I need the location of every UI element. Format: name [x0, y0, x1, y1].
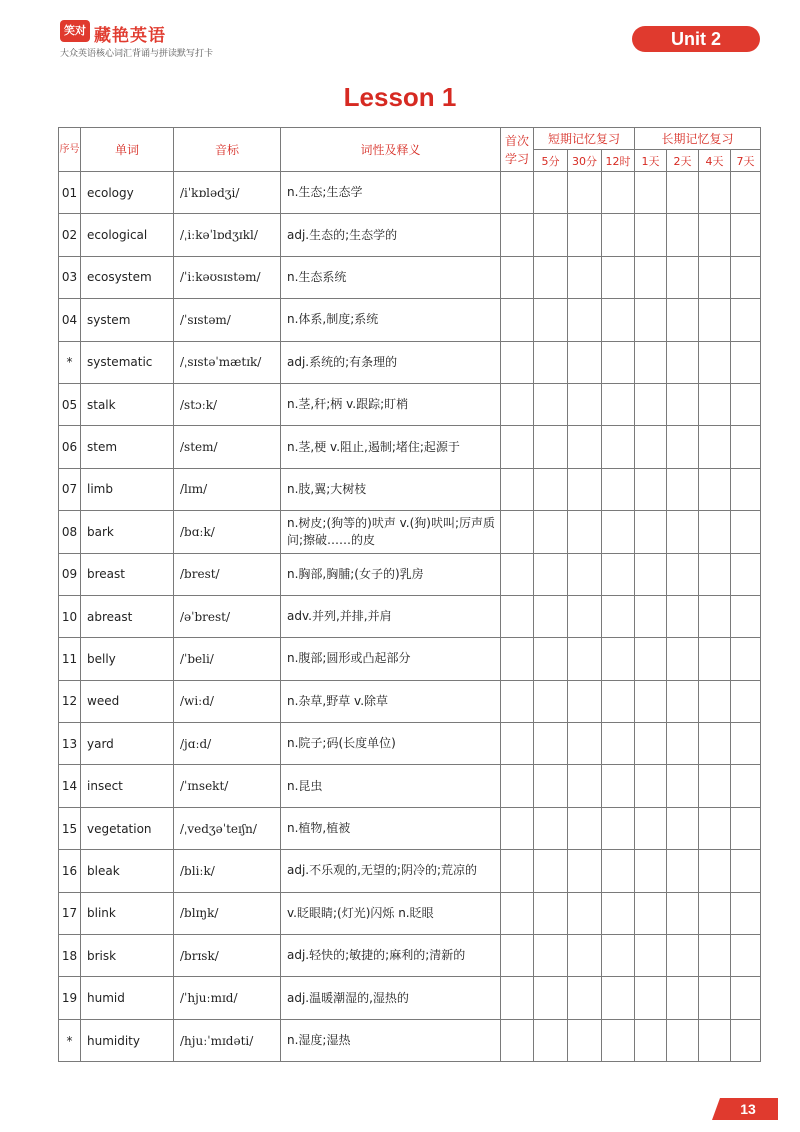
- row-phonetic: /iˈkɒlədʒi/: [174, 172, 281, 214]
- row-definition: adj.不乐观的,无望的;阴冷的;荒凉的: [281, 850, 501, 892]
- review-checkbox-cell[interactable]: [731, 892, 761, 934]
- row-number: 15: [59, 807, 81, 849]
- review-checkbox-cell[interactable]: [534, 765, 568, 807]
- review-checkbox-cell[interactable]: [602, 1019, 635, 1061]
- review-checkbox-cell[interactable]: [568, 511, 602, 553]
- review-checkbox-cell[interactable]: [534, 214, 568, 256]
- row-word: stalk: [81, 383, 174, 425]
- review-checkbox-cell[interactable]: [602, 723, 635, 765]
- review-checkbox-cell[interactable]: [501, 1019, 534, 1061]
- row-word: humid: [81, 977, 174, 1019]
- review-checkbox-cell[interactable]: [635, 850, 667, 892]
- review-checkbox-cell[interactable]: [501, 383, 534, 425]
- review-checkbox-cell[interactable]: [635, 595, 667, 637]
- table-row: [59, 892, 761, 934]
- review-checkbox-cell[interactable]: [534, 977, 568, 1019]
- table-row: [59, 511, 761, 553]
- review-checkbox-cell[interactable]: [635, 765, 667, 807]
- row-word: ecology: [81, 172, 174, 214]
- row-number: 10: [59, 595, 81, 637]
- review-checkbox-cell[interactable]: [731, 256, 761, 298]
- header-interval: 1天: [635, 150, 667, 172]
- page-number: 13: [740, 1101, 756, 1117]
- header-definition: 词性及释义: [281, 128, 501, 172]
- review-checkbox-cell[interactable]: [534, 680, 568, 722]
- row-definition: adj.轻快的;敏捷的;麻利的;清新的: [281, 935, 501, 977]
- review-checkbox-cell[interactable]: [602, 256, 635, 298]
- row-definition: adj.温暖潮湿的,湿热的: [281, 977, 501, 1019]
- review-checkbox-cell[interactable]: [568, 680, 602, 722]
- review-checkbox-cell[interactable]: [635, 511, 667, 553]
- review-checkbox-cell[interactable]: [731, 935, 761, 977]
- review-checkbox-cell[interactable]: [635, 892, 667, 934]
- review-checkbox-cell[interactable]: [602, 553, 635, 595]
- review-checkbox-cell[interactable]: [635, 256, 667, 298]
- review-checkbox-cell[interactable]: [501, 892, 534, 934]
- row-number: 16: [59, 850, 81, 892]
- row-word: vegetation: [81, 807, 174, 849]
- row-word: blink: [81, 892, 174, 934]
- table-row: [59, 341, 761, 383]
- review-checkbox-cell[interactable]: [602, 468, 635, 510]
- review-checkbox-cell[interactable]: [534, 468, 568, 510]
- review-checkbox-cell[interactable]: [501, 341, 534, 383]
- table-row: [59, 595, 761, 637]
- review-checkbox-cell[interactable]: [534, 299, 568, 341]
- review-checkbox-cell[interactable]: [501, 638, 534, 680]
- header-long-term: 长期记忆复习: [635, 128, 761, 150]
- review-checkbox-cell[interactable]: [501, 935, 534, 977]
- header-interval: 30分: [568, 150, 602, 172]
- review-checkbox-cell[interactable]: [534, 553, 568, 595]
- header-interval: 5分: [534, 150, 568, 172]
- review-checkbox-cell[interactable]: [731, 595, 761, 637]
- review-checkbox-cell[interactable]: [568, 299, 602, 341]
- review-checkbox-cell[interactable]: [699, 341, 731, 383]
- review-checkbox-cell[interactable]: [602, 299, 635, 341]
- review-checkbox-cell[interactable]: [699, 299, 731, 341]
- row-word: weed: [81, 680, 174, 722]
- review-checkbox-cell[interactable]: [568, 935, 602, 977]
- row-word: bleak: [81, 850, 174, 892]
- review-checkbox-cell[interactable]: [667, 807, 699, 849]
- review-checkbox-cell[interactable]: [534, 256, 568, 298]
- row-definition: n.茎,梗 v.阻止,遏制;堵住;起源于: [281, 426, 501, 468]
- review-checkbox-cell[interactable]: [534, 426, 568, 468]
- review-checkbox-cell[interactable]: [731, 765, 761, 807]
- row-number: 18: [59, 935, 81, 977]
- review-checkbox-cell[interactable]: [534, 935, 568, 977]
- header-short-term: 短期记忆复习: [534, 128, 635, 150]
- header-first-study: 首次学习: [501, 128, 534, 172]
- review-checkbox-cell[interactable]: [667, 553, 699, 595]
- review-checkbox-cell[interactable]: [501, 256, 534, 298]
- review-checkbox-cell[interactable]: [568, 468, 602, 510]
- table-row: [59, 680, 761, 722]
- review-checkbox-cell[interactable]: [699, 1019, 731, 1061]
- table-row: [59, 977, 761, 1019]
- row-word: system: [81, 299, 174, 341]
- review-checkbox-cell[interactable]: [501, 468, 534, 510]
- header-no: 序号: [59, 128, 81, 172]
- row-phonetic: /ˈhjuːmɪd/: [174, 977, 281, 1019]
- row-definition: n.生态系统: [281, 256, 501, 298]
- review-checkbox-cell[interactable]: [667, 723, 699, 765]
- review-checkbox-cell[interactable]: [635, 807, 667, 849]
- row-number: 14: [59, 765, 81, 807]
- review-checkbox-cell[interactable]: [534, 807, 568, 849]
- review-checkbox-cell[interactable]: [534, 341, 568, 383]
- row-phonetic: /wiːd/: [174, 680, 281, 722]
- review-checkbox-cell[interactable]: [667, 426, 699, 468]
- review-checkbox-cell[interactable]: [667, 638, 699, 680]
- review-checkbox-cell[interactable]: [602, 595, 635, 637]
- row-definition: v.眨眼睛;(灯光)闪烁 n.眨眼: [281, 892, 501, 934]
- review-checkbox-cell[interactable]: [635, 341, 667, 383]
- vocabulary-rows: [59, 172, 761, 1062]
- review-checkbox-cell[interactable]: [534, 1019, 568, 1061]
- review-checkbox-cell[interactable]: [667, 680, 699, 722]
- review-checkbox-cell[interactable]: [501, 511, 534, 553]
- table-row: [59, 935, 761, 977]
- review-checkbox-cell[interactable]: [501, 172, 534, 214]
- row-number: 08: [59, 511, 81, 553]
- review-checkbox-cell[interactable]: [699, 977, 731, 1019]
- row-word: stem: [81, 426, 174, 468]
- row-phonetic: /hjuːˈmɪdəti/: [174, 1019, 281, 1061]
- review-checkbox-cell[interactable]: [602, 807, 635, 849]
- row-definition: adj.生态的;生态学的: [281, 214, 501, 256]
- row-number: 04: [59, 299, 81, 341]
- review-checkbox-cell[interactable]: [501, 595, 534, 637]
- review-checkbox-cell[interactable]: [667, 256, 699, 298]
- review-checkbox-cell[interactable]: [534, 850, 568, 892]
- table-row: [59, 807, 761, 849]
- row-phonetic: /brɪsk/: [174, 935, 281, 977]
- review-checkbox-cell[interactable]: [667, 172, 699, 214]
- table-row: [59, 1019, 761, 1061]
- table-row: [59, 214, 761, 256]
- review-checkbox-cell[interactable]: [602, 341, 635, 383]
- review-checkbox-cell[interactable]: [534, 723, 568, 765]
- review-checkbox-cell[interactable]: [667, 935, 699, 977]
- review-checkbox-cell[interactable]: [602, 680, 635, 722]
- review-checkbox-cell[interactable]: [731, 723, 761, 765]
- review-checkbox-cell[interactable]: [635, 426, 667, 468]
- row-phonetic: /ˌvedʒəˈteɪʃn/: [174, 807, 281, 849]
- table-row: [59, 172, 761, 214]
- review-checkbox-cell[interactable]: [602, 892, 635, 934]
- brand-name: 藏艳英语: [94, 26, 166, 46]
- row-word: ecological: [81, 214, 174, 256]
- review-checkbox-cell[interactable]: [667, 595, 699, 637]
- row-number: 13: [59, 723, 81, 765]
- brand-tagline: 大众英语核心词汇背诵与拼读默写打卡: [60, 49, 214, 59]
- review-checkbox-cell[interactable]: [568, 977, 602, 1019]
- review-checkbox-cell[interactable]: [667, 765, 699, 807]
- row-phonetic: /ˈbeli/: [174, 638, 281, 680]
- review-checkbox-cell[interactable]: [501, 723, 534, 765]
- table-row: [59, 299, 761, 341]
- lesson-title: Lesson 1: [343, 82, 457, 112]
- review-checkbox-cell[interactable]: [731, 680, 761, 722]
- review-checkbox-cell[interactable]: [731, 807, 761, 849]
- table-row: [59, 723, 761, 765]
- review-checkbox-cell[interactable]: [667, 299, 699, 341]
- review-checkbox-cell[interactable]: [534, 511, 568, 553]
- review-checkbox-cell[interactable]: [731, 214, 761, 256]
- row-word: brisk: [81, 935, 174, 977]
- vocabulary-table: [58, 127, 761, 1062]
- review-checkbox-cell[interactable]: [699, 765, 731, 807]
- review-checkbox-cell[interactable]: [568, 383, 602, 425]
- review-checkbox-cell[interactable]: [568, 1019, 602, 1061]
- review-checkbox-cell[interactable]: [699, 680, 731, 722]
- row-word: humidity: [81, 1019, 174, 1061]
- header-interval: 2天: [667, 150, 699, 172]
- row-definition: n.茎,秆;柄 v.跟踪;盯梢: [281, 383, 501, 425]
- row-phonetic: /bɑːk/: [174, 511, 281, 553]
- row-phonetic: /jɑːd/: [174, 723, 281, 765]
- row-definition: n.体系,制度;系统: [281, 299, 501, 341]
- review-checkbox-cell[interactable]: [501, 680, 534, 722]
- row-phonetic: /ˈsɪstəm/: [174, 299, 281, 341]
- row-phonetic: /stɔːk/: [174, 383, 281, 425]
- row-definition: n.昆虫: [281, 765, 501, 807]
- review-checkbox-cell[interactable]: [635, 383, 667, 425]
- row-word: insect: [81, 765, 174, 807]
- review-checkbox-cell[interactable]: [731, 383, 761, 425]
- header-interval: 4天: [699, 150, 731, 172]
- review-checkbox-cell[interactable]: [667, 892, 699, 934]
- review-checkbox-cell[interactable]: [731, 553, 761, 595]
- table-row: [59, 553, 761, 595]
- row-phonetic: /brest/: [174, 553, 281, 595]
- row-definition: n.树皮;(狗等的)吠声 v.(狗)吠叫;厉声质问;擦破……的皮: [281, 511, 501, 553]
- review-checkbox-cell[interactable]: [568, 595, 602, 637]
- review-checkbox-cell[interactable]: [602, 765, 635, 807]
- review-checkbox-cell[interactable]: [699, 553, 731, 595]
- row-phonetic: /ˈiːkəʊsɪstəm/: [174, 256, 281, 298]
- review-checkbox-cell[interactable]: [635, 299, 667, 341]
- row-word: bark: [81, 511, 174, 553]
- review-checkbox-cell[interactable]: [501, 214, 534, 256]
- review-checkbox-cell[interactable]: [501, 426, 534, 468]
- row-number: 02: [59, 214, 81, 256]
- review-checkbox-cell[interactable]: [501, 977, 534, 1019]
- review-checkbox-cell[interactable]: [534, 892, 568, 934]
- review-checkbox-cell[interactable]: [568, 807, 602, 849]
- table-row: [59, 765, 761, 807]
- review-checkbox-cell[interactable]: [635, 214, 667, 256]
- row-definition: adv.并列,并排,并肩: [281, 595, 501, 637]
- review-checkbox-cell[interactable]: [667, 383, 699, 425]
- review-checkbox-cell[interactable]: [501, 553, 534, 595]
- row-number: 06: [59, 426, 81, 468]
- review-checkbox-cell[interactable]: [602, 383, 635, 425]
- row-definition: n.生态;生态学: [281, 172, 501, 214]
- review-checkbox-cell[interactable]: [534, 172, 568, 214]
- review-checkbox-cell[interactable]: [635, 723, 667, 765]
- review-checkbox-cell[interactable]: [602, 935, 635, 977]
- review-checkbox-cell[interactable]: [534, 595, 568, 637]
- review-checkbox-cell[interactable]: [699, 807, 731, 849]
- review-checkbox-cell[interactable]: [635, 680, 667, 722]
- review-checkbox-cell[interactable]: [699, 935, 731, 977]
- review-checkbox-cell[interactable]: [731, 1019, 761, 1061]
- row-word: ecosystem: [81, 256, 174, 298]
- row-phonetic: /bliːk/: [174, 850, 281, 892]
- review-checkbox-cell[interactable]: [699, 426, 731, 468]
- review-checkbox-cell[interactable]: [602, 977, 635, 1019]
- review-checkbox-cell[interactable]: [534, 383, 568, 425]
- row-phonetic: /blɪŋk/: [174, 892, 281, 934]
- review-checkbox-cell[interactable]: [667, 214, 699, 256]
- review-checkbox-cell[interactable]: [731, 172, 761, 214]
- review-checkbox-cell[interactable]: [699, 892, 731, 934]
- review-checkbox-cell[interactable]: [699, 172, 731, 214]
- review-checkbox-cell[interactable]: [635, 1019, 667, 1061]
- review-checkbox-cell[interactable]: [602, 172, 635, 214]
- row-number: *: [59, 341, 81, 383]
- table-row: [59, 426, 761, 468]
- review-checkbox-cell[interactable]: [731, 341, 761, 383]
- header-ipa: 音标: [174, 128, 281, 172]
- header-word: 单词: [81, 128, 174, 172]
- row-phonetic: /lɪm/: [174, 468, 281, 510]
- row-number: *: [59, 1019, 81, 1061]
- review-checkbox-cell[interactable]: [699, 595, 731, 637]
- row-number: 03: [59, 256, 81, 298]
- review-checkbox-cell[interactable]: [731, 511, 761, 553]
- review-checkbox-cell[interactable]: [699, 256, 731, 298]
- row-phonetic: /ˌiːkəˈlɒdʒɪkl/: [174, 214, 281, 256]
- review-checkbox-cell[interactable]: [568, 256, 602, 298]
- table-row: [59, 850, 761, 892]
- review-checkbox-cell[interactable]: [501, 299, 534, 341]
- table-row: [59, 468, 761, 510]
- review-checkbox-cell[interactable]: [568, 172, 602, 214]
- row-definition: n.杂草,野草 v.除草: [281, 680, 501, 722]
- review-checkbox-cell[interactable]: [731, 638, 761, 680]
- review-checkbox-cell[interactable]: [667, 341, 699, 383]
- row-definition: n.湿度;湿热: [281, 1019, 501, 1061]
- review-checkbox-cell[interactable]: [667, 1019, 699, 1061]
- row-phonetic: /ˈɪnsekt/: [174, 765, 281, 807]
- row-definition: n.胸部,胸脯;(女子的)乳房: [281, 553, 501, 595]
- table-row: [59, 383, 761, 425]
- review-checkbox-cell[interactable]: [731, 468, 761, 510]
- review-checkbox-cell[interactable]: [699, 723, 731, 765]
- row-word: breast: [81, 553, 174, 595]
- review-checkbox-cell[interactable]: [699, 850, 731, 892]
- review-checkbox-cell[interactable]: [667, 468, 699, 510]
- unit-badge: Unit 2: [632, 26, 760, 52]
- review-checkbox-cell[interactable]: [602, 638, 635, 680]
- row-number: 01: [59, 172, 81, 214]
- review-checkbox-cell[interactable]: [501, 765, 534, 807]
- page-number-tab: [712, 1098, 778, 1120]
- review-checkbox-cell[interactable]: [568, 723, 602, 765]
- review-checkbox-cell[interactable]: [699, 383, 731, 425]
- row-number: 07: [59, 468, 81, 510]
- review-checkbox-cell[interactable]: [501, 807, 534, 849]
- row-number: 17: [59, 892, 81, 934]
- review-checkbox-cell[interactable]: [568, 553, 602, 595]
- brand-logo-icon: 笑对: [60, 20, 90, 42]
- review-checkbox-cell[interactable]: [568, 850, 602, 892]
- review-checkbox-cell[interactable]: [568, 892, 602, 934]
- row-definition: n.院子;码(长度单位): [281, 723, 501, 765]
- row-number: 05: [59, 383, 81, 425]
- table-row: [59, 256, 761, 298]
- review-checkbox-cell[interactable]: [501, 850, 534, 892]
- review-checkbox-cell[interactable]: [568, 426, 602, 468]
- review-checkbox-cell[interactable]: [731, 977, 761, 1019]
- review-checkbox-cell[interactable]: [667, 850, 699, 892]
- review-checkbox-cell[interactable]: [699, 214, 731, 256]
- row-word: yard: [81, 723, 174, 765]
- review-checkbox-cell[interactable]: [568, 638, 602, 680]
- row-phonetic: /ˌsɪstəˈmætɪk/: [174, 341, 281, 383]
- row-definition: adj.系统的;有条理的: [281, 341, 501, 383]
- review-checkbox-cell[interactable]: [568, 765, 602, 807]
- review-checkbox-cell[interactable]: [731, 850, 761, 892]
- review-checkbox-cell[interactable]: [635, 935, 667, 977]
- row-phonetic: /stem/: [174, 426, 281, 468]
- row-number: 12: [59, 680, 81, 722]
- review-checkbox-cell[interactable]: [568, 214, 602, 256]
- row-number: 09: [59, 553, 81, 595]
- review-checkbox-cell[interactable]: [568, 341, 602, 383]
- review-checkbox-cell[interactable]: [667, 511, 699, 553]
- review-checkbox-cell[interactable]: [667, 977, 699, 1019]
- review-checkbox-cell[interactable]: [635, 553, 667, 595]
- review-checkbox-cell[interactable]: [602, 511, 635, 553]
- row-definition: n.肢,翼;大树枝: [281, 468, 501, 510]
- header-interval: 7天: [731, 150, 761, 172]
- row-word: abreast: [81, 595, 174, 637]
- review-checkbox-cell[interactable]: [635, 977, 667, 1019]
- review-checkbox-cell[interactable]: [602, 214, 635, 256]
- row-definition: n.腹部;圆形或凸起部分: [281, 638, 501, 680]
- review-checkbox-cell[interactable]: [635, 638, 667, 680]
- table-row: [59, 638, 761, 680]
- review-checkbox-cell[interactable]: [699, 638, 731, 680]
- review-checkbox-cell[interactable]: [602, 426, 635, 468]
- row-number: 19: [59, 977, 81, 1019]
- review-checkbox-cell[interactable]: [699, 468, 731, 510]
- row-phonetic: /əˈbrest/: [174, 595, 281, 637]
- review-checkbox-cell[interactable]: [731, 299, 761, 341]
- brand-header: [60, 20, 320, 60]
- review-checkbox-cell[interactable]: [699, 511, 731, 553]
- row-definition: n.植物,植被: [281, 807, 501, 849]
- row-word: belly: [81, 638, 174, 680]
- row-word: systematic: [81, 341, 174, 383]
- header-interval: 12时: [602, 150, 635, 172]
- review-checkbox-cell[interactable]: [602, 850, 635, 892]
- row-number: 11: [59, 638, 81, 680]
- review-checkbox-cell[interactable]: [534, 638, 568, 680]
- review-checkbox-cell[interactable]: [731, 426, 761, 468]
- row-word: limb: [81, 468, 174, 510]
- review-checkbox-cell[interactable]: [635, 172, 667, 214]
- review-checkbox-cell[interactable]: [635, 468, 667, 510]
